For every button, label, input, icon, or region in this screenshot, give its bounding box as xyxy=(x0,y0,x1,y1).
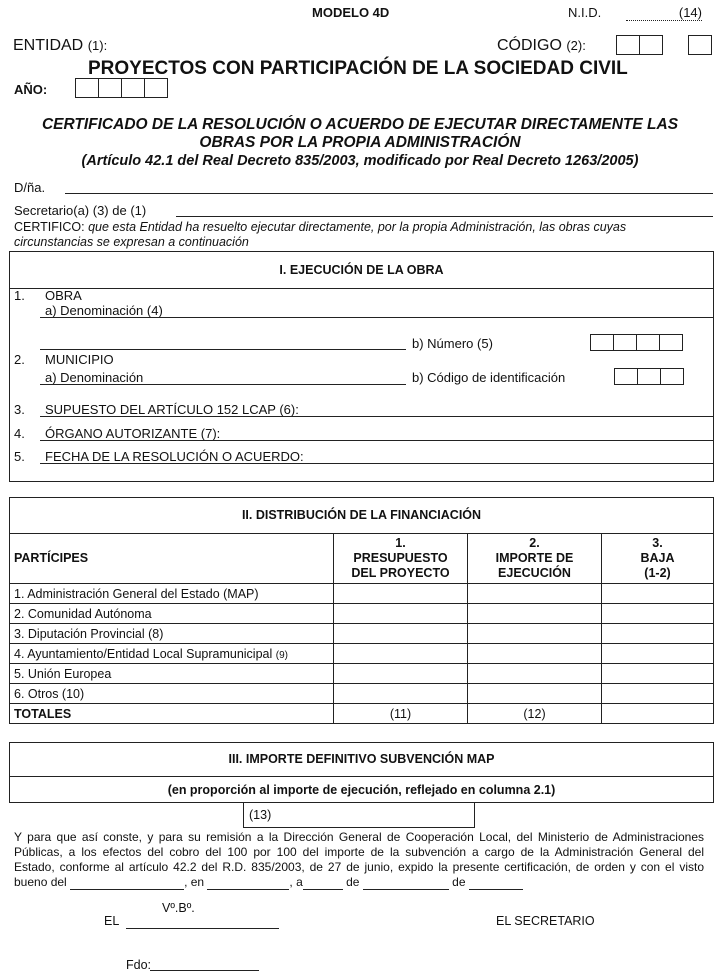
total-baja[interactable] xyxy=(602,704,714,724)
obra-denominacion-line[interactable] xyxy=(40,317,713,318)
anio-label: AÑO: xyxy=(14,82,48,97)
organo-label: ÓRGANO AUTORIZANTE (7): xyxy=(45,426,221,441)
form-model: MODELO 4D xyxy=(312,5,390,20)
item-number: 2. xyxy=(14,352,25,367)
cell-input[interactable] xyxy=(334,684,468,704)
cell-input[interactable] xyxy=(334,664,468,684)
cell-input[interactable] xyxy=(468,624,602,644)
el-label: EL xyxy=(104,914,120,928)
table-row xyxy=(10,644,714,664)
section-financiacion xyxy=(9,497,714,534)
col-presupuesto: 1. PRESUPUESTO DEL PROYECTO xyxy=(334,534,468,584)
financiacion-table xyxy=(9,533,714,724)
cell-input[interactable] xyxy=(602,584,714,604)
section-subvencion-title: III. IMPORTE DEFINITIVO SUBVENCIÓN MAP xyxy=(10,743,713,777)
secretario-label: Secretario(a) (3) de (1) xyxy=(14,203,147,218)
table-row xyxy=(10,604,714,624)
obra-numero-label: b) Número (5) xyxy=(412,336,493,351)
cell-input[interactable] xyxy=(334,624,468,644)
dia-field[interactable] xyxy=(303,877,343,890)
fdo-line[interactable] xyxy=(150,970,259,971)
item-number: 4. xyxy=(14,426,25,441)
cell-input[interactable] xyxy=(468,684,602,704)
municipio-label: MUNICIPIO xyxy=(45,352,114,367)
entidad-label: ENTIDAD (1): xyxy=(13,37,108,54)
cell-input[interactable] xyxy=(602,684,714,704)
col-baja: 3. BAJA (1-2) xyxy=(602,534,714,584)
supuesto-line[interactable] xyxy=(40,416,713,417)
nid-field[interactable] xyxy=(626,5,702,21)
codigo-label: CÓDIGO (2): xyxy=(497,37,586,54)
subvencion-amount-box[interactable] xyxy=(243,802,475,828)
cell-input[interactable] xyxy=(334,644,468,664)
row-label: 3. Diputación Provincial (8) xyxy=(10,624,334,644)
table-row xyxy=(10,664,714,684)
cell-input[interactable] xyxy=(468,644,602,664)
cert-title: CERTIFICADO DE LA RESOLUCIÓN O ACUERDO DE EJECUTAR DIRECTAMENTE LAS OBRAS POR LA PROPIA ADMINISTRACIÓN xyxy=(41,116,679,151)
cell-input[interactable] xyxy=(468,604,602,624)
municipio-denominacion-line[interactable] xyxy=(40,384,406,385)
nid-ref: (14) xyxy=(678,5,702,20)
anio-field[interactable] xyxy=(469,877,523,890)
codigo-check-box[interactable] xyxy=(689,35,712,55)
cell-input[interactable] xyxy=(602,604,714,624)
certifico-text: CERTIFICO: que esta Entidad ha resuelto ejecutar directamente, por la propia Administración, las obras cuyas circunstancias se expresan a continuación xyxy=(14,220,627,249)
obra-label: OBRA xyxy=(45,288,82,303)
col-participes: PARTÍCIPES xyxy=(10,534,334,584)
item-number: 5. xyxy=(14,449,25,464)
totals-row xyxy=(10,704,714,724)
lugar-field[interactable] xyxy=(207,877,289,890)
obra-denominacion-line-2[interactable] xyxy=(40,349,406,350)
obra-denominacion-label: a) Denominación (4) xyxy=(45,303,163,318)
cell-input[interactable] xyxy=(468,664,602,684)
page-title: PROYECTOS CON PARTICIPACIÓN DE LA SOCIEDAD CIVIL xyxy=(88,58,628,79)
fecha-label: FECHA DE LA RESOLUCIÓN O ACUERDO: xyxy=(45,449,304,464)
codigo-identificacion-boxes[interactable] xyxy=(615,368,684,385)
item-number: 3. xyxy=(14,402,25,417)
mes-field[interactable] xyxy=(363,877,449,890)
cell-input[interactable] xyxy=(334,584,468,604)
secretario-signature-label: EL SECRETARIO xyxy=(496,914,595,928)
cert-subtitle: (Artículo 42.1 del Real Decreto 835/2003, modificado por Real Decreto 1263/2005) xyxy=(81,153,639,169)
codigo-boxes[interactable] xyxy=(617,35,663,55)
cell-input[interactable] xyxy=(602,644,714,664)
fecha-line[interactable] xyxy=(40,463,713,464)
codigo-identificacion-label: b) Código de identificación xyxy=(412,370,566,385)
cell-input[interactable] xyxy=(468,584,602,604)
section-financiacion-title: II. DISTRIBUCIÓN DE LA FINANCIACIÓN xyxy=(241,508,482,522)
el-signature-line[interactable] xyxy=(126,928,279,929)
obra-numero-boxes[interactable] xyxy=(591,334,683,351)
dona-label: D/ña. xyxy=(14,180,46,195)
organo-line[interactable] xyxy=(40,440,713,441)
secretario-line[interactable] xyxy=(176,216,713,217)
visto-bueno-field[interactable] xyxy=(70,877,184,890)
closing-text: Y para que así conste, y para su remisión a la Dirección General de Cooperación Local, del Ministerio de Administraciones Públicas, a los efectos del cobro del 100 por 100 del importe de la subvención a cargo de la Administración General del Estado, conforme al artículo 42.2 del R.D. 835/2003, de 27 de junio, expido la presente certificación, de orden y con el visto bueno del , en , a de de xyxy=(14,830,704,889)
table-row xyxy=(10,584,714,604)
row-label: 1. Administración General del Estado (MAP) xyxy=(10,584,334,604)
row-label: 6. Otros (10) xyxy=(10,684,334,704)
cell-input[interactable] xyxy=(602,664,714,684)
section-subvencion-subtitle: (en proporción al importe de ejecución, reflejado en columna 2.1) xyxy=(167,783,556,797)
row-label: 4. Ayuntamiento/Entidad Local Supramunicipal (9) xyxy=(10,644,334,664)
section-subvencion xyxy=(9,742,714,803)
row-label: 2. Comunidad Autónoma xyxy=(10,604,334,624)
section-ejecucion-title: I. EJECUCIÓN DE LA OBRA xyxy=(10,252,713,289)
section-ejecucion xyxy=(9,251,714,482)
vobo-label: Vº.Bº. xyxy=(162,901,195,915)
total-importe[interactable]: (12) xyxy=(468,704,602,724)
anio-boxes[interactable] xyxy=(76,78,168,98)
nid-label: N.I.D. xyxy=(568,5,602,20)
cell-input[interactable] xyxy=(602,624,714,644)
municipio-denominacion-label: a) Denominación xyxy=(45,370,144,385)
item-number: 1. xyxy=(14,288,25,303)
totales-label: TOTALES xyxy=(10,704,334,724)
dona-line[interactable] xyxy=(65,193,713,194)
supuesto-label: SUPUESTO DEL ARTÍCULO 152 LCAP (6): xyxy=(45,402,299,417)
col-importe: 2. IMPORTE DE EJECUCIÓN xyxy=(468,534,602,584)
row-label: 5. Unión Europea xyxy=(10,664,334,684)
total-presupuesto[interactable]: (11) xyxy=(334,704,468,724)
fdo-label: Fdo: xyxy=(126,958,152,972)
table-row xyxy=(10,624,714,644)
cell-input[interactable] xyxy=(334,604,468,624)
subvencion-ref: (13) xyxy=(249,808,272,822)
table-row xyxy=(10,684,714,704)
